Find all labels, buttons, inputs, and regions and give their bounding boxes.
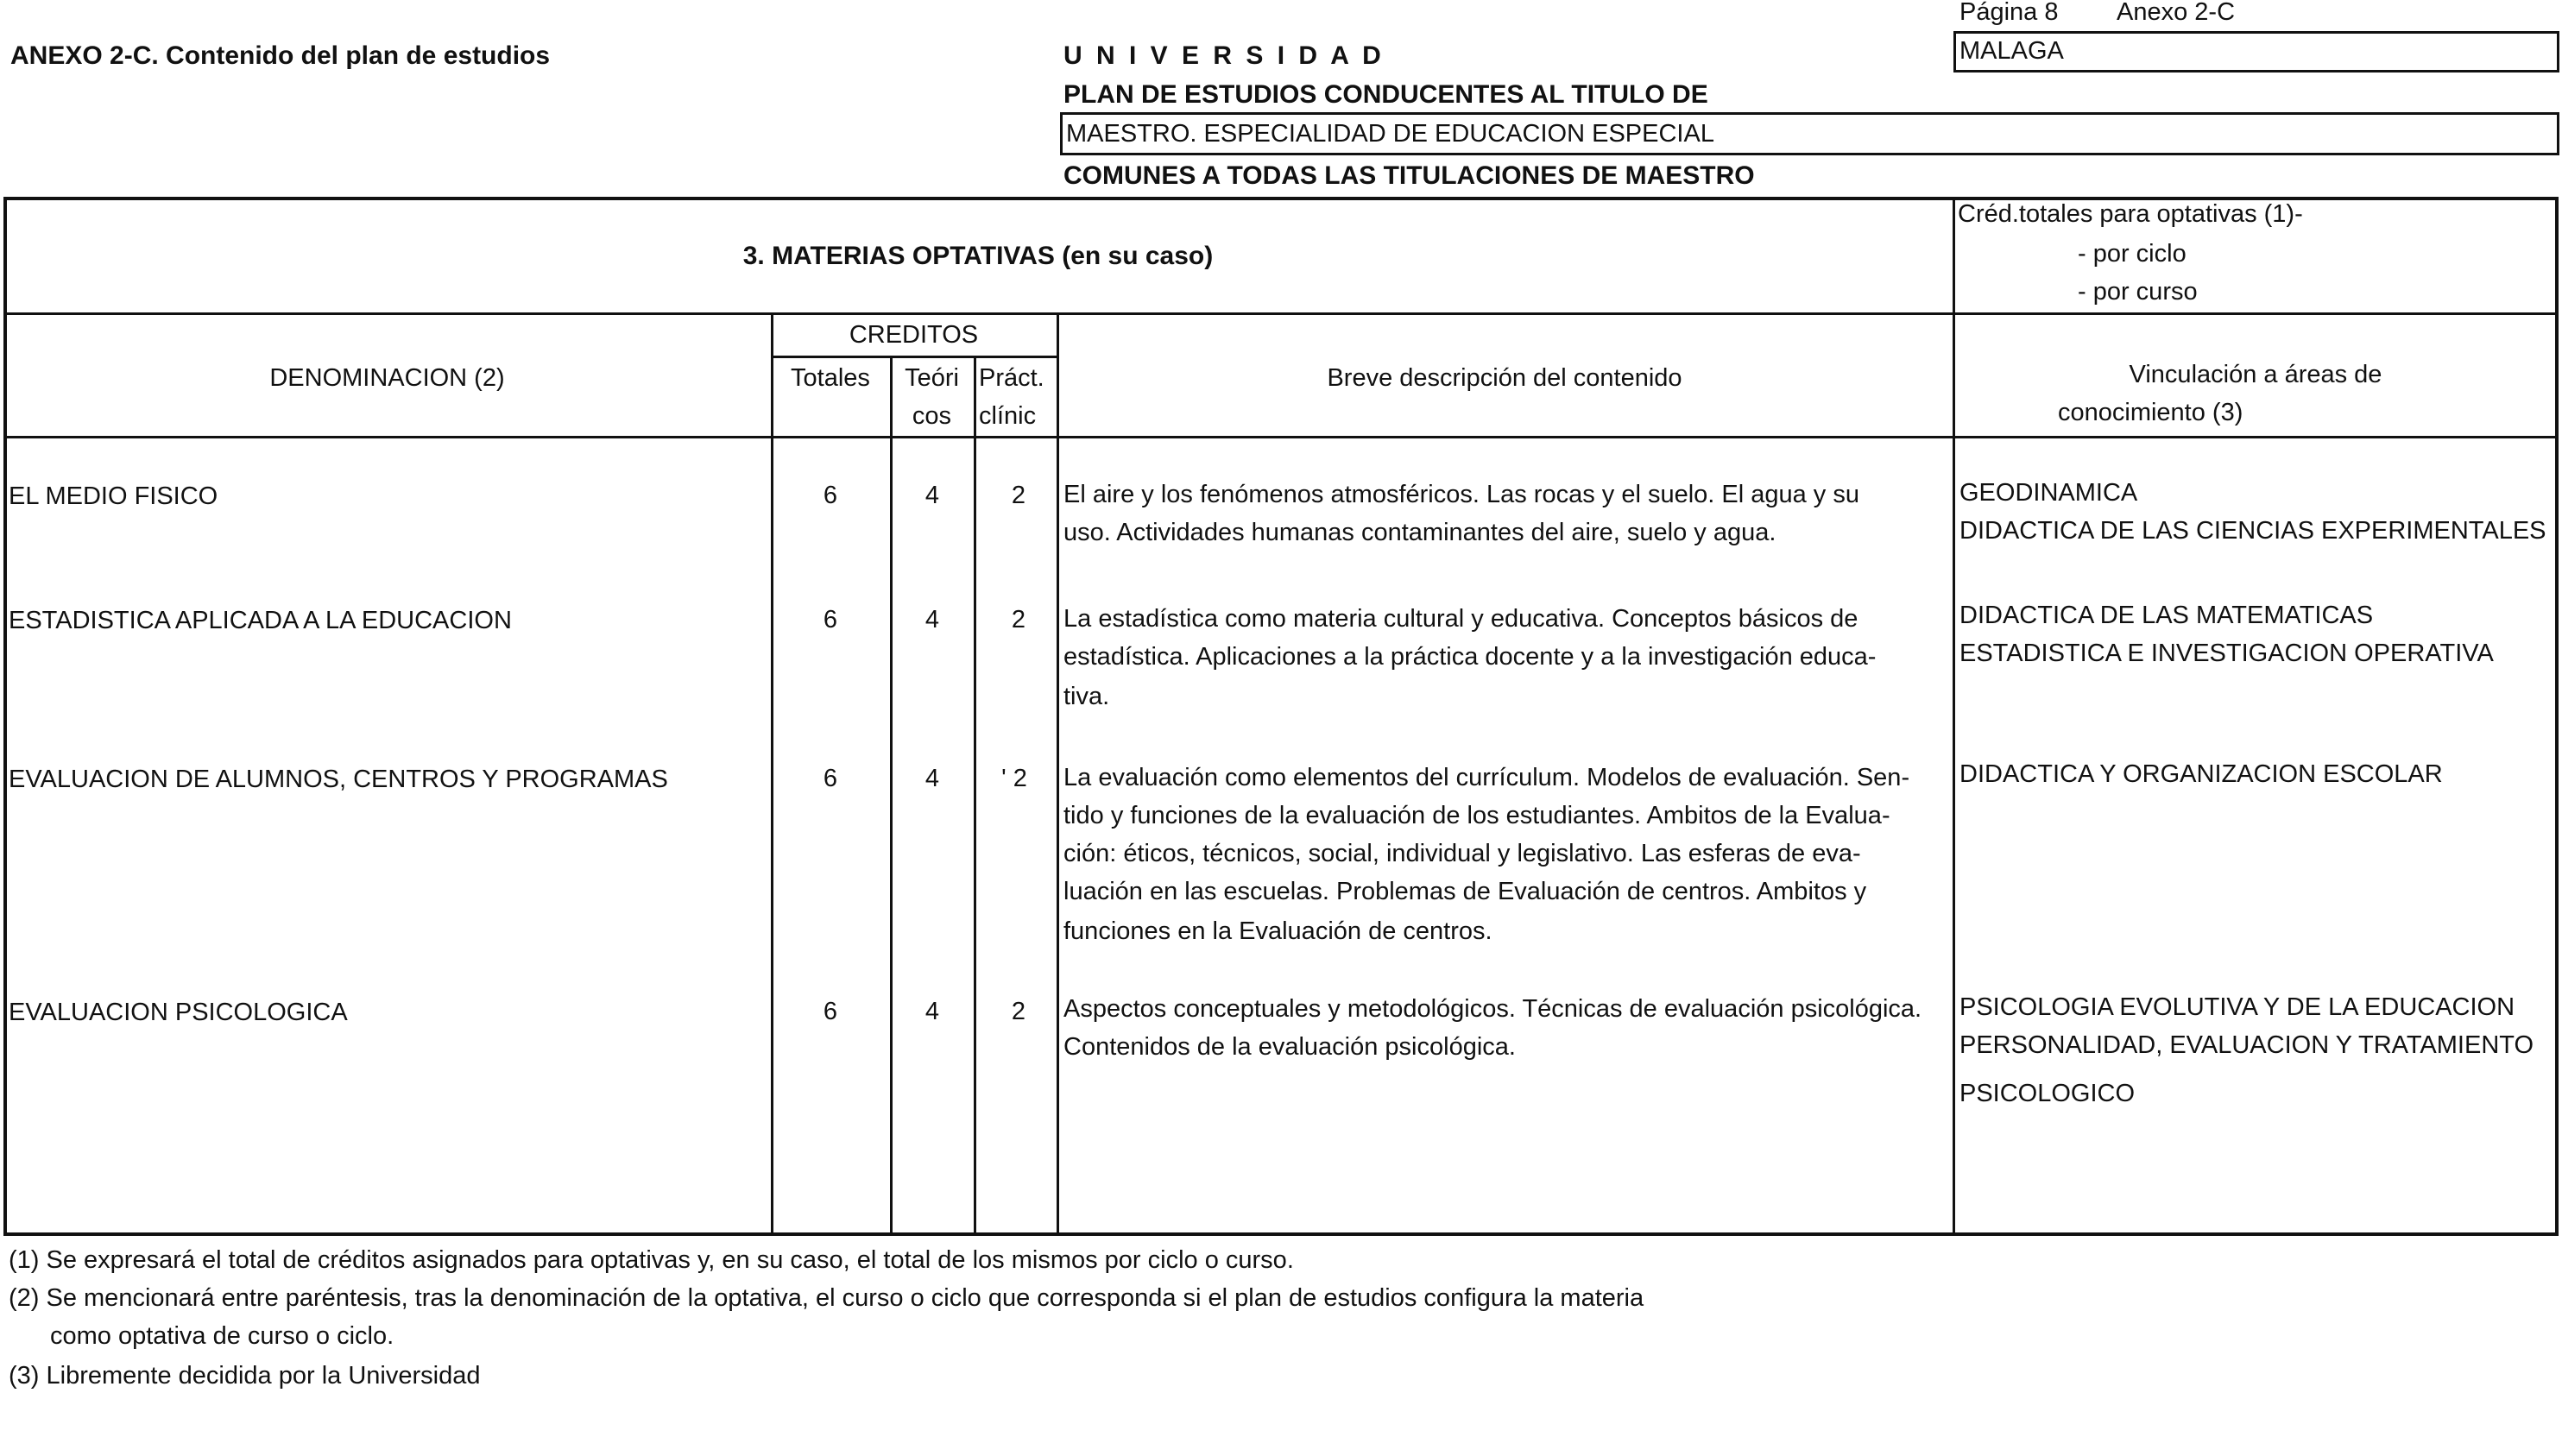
divider [1953,197,1955,1236]
university-label: U N I V E R S I D A D [1063,41,1385,70]
divider [3,436,2559,438]
table-row-practicos: 2 [1011,606,1026,633]
col-totales: Totales [791,364,870,392]
col-practicos-2: clínic [979,402,1037,430]
table-row-desc-line: ción: éticos, técnicos, social, individual y legislativo. Las esferas de eva- [1063,840,1861,867]
col-descripcion: Breve descripción del contenido [1327,364,1682,392]
university-value: MALAGA [1959,37,2064,65]
table-row-name: ESTADISTICA APLICADA A LA EDUCACION [9,607,512,634]
plan-label: PLAN DE ESTUDIOS CONDUCENTES AL TITULO DE [1063,80,1708,109]
col-vinculacion-1: Vinculación a áreas de [2129,361,2382,388]
table-row-practicos: 2 [1011,998,1026,1025]
plan-value: MAESTRO. ESPECIALIDAD DE EDUCACION ESPECIAL [1066,120,1714,148]
divider [890,356,893,1236]
table-row-totales: 6 [823,998,838,1025]
table-row-totales: 6 [823,482,838,509]
table-row-teoricos: 4 [924,998,940,1025]
col-denominacion: DENOMINACION (2) [269,364,505,392]
table-row-desc-line: El aire y los fenómenos atmosféricos. Las rocas y el suelo. El agua y su [1063,481,1859,508]
credits-box-line-1: Créd.totales para optativas (1)- [1958,200,2303,228]
table-row-desc-line: estadística. Aplicaciones a la práctica docente y a la investigación educa- [1063,643,1877,671]
table-row-practicos: ' 2 [1001,765,1027,792]
footnote-1: (1) Se expresará el total de créditos asignados para optativas y, en su caso, el total de los mismos por ciclo o curso. [9,1246,1294,1274]
credits-box-line-2: - por ciclo [2078,240,2187,268]
table-row-desc-line: La estadística como materia cultural y educativa. Conceptos básicos de [1063,605,1858,633]
footnote-3: (3) Libremente decidida por la Universidad [9,1362,481,1390]
divider [974,356,976,1236]
col-teoricos-2: cos [912,402,952,430]
table-row-area: DIDACTICA DE LAS CIENCIAS EXPERIMENTALES [1959,517,2546,545]
table-row-desc-line: La evaluación como elementos del currículum. Modelos de evaluación. Sen- [1063,764,1910,791]
annex-label: Anexo 2-C [2117,0,2236,26]
table-row-area: PERSONALIDAD, EVALUACION Y TRATAMIENTO [1959,1031,2534,1059]
table-row-area: DIDACTICA Y ORGANIZACION ESCOLAR [1959,760,2443,788]
table-row-area: PSICOLOGICO [1959,1080,2136,1107]
table-row-teoricos: 4 [924,606,940,633]
table-row-name: EVALUACION DE ALUMNOS, CENTROS Y PROGRAMAS [9,766,668,793]
table-row-teoricos: 4 [924,482,940,509]
plan-field [1060,112,2559,155]
table-row-area: PSICOLOGIA EVOLUTIVA Y DE LA EDUCACION [1959,993,2515,1021]
table-row-name: EL MEDIO FISICO [9,482,218,510]
table-row-desc-line: tiva. [1063,683,1110,710]
table-row-desc-line: luación en las escuelas. Problemas de Evaluación de centros. Ambitos y [1063,878,1867,905]
common-label: COMUNES A TODAS LAS TITULACIONES DE MAESTRO [1063,161,1755,190]
table-row-area: DIDACTICA DE LAS MATEMATICAS [1959,602,2374,629]
table-row-totales: 6 [823,765,838,792]
table-row-area: GEODINAMICA [1959,479,2138,507]
page-label: Página 8 [1959,0,2059,26]
table-row-teoricos: 4 [924,765,940,792]
university-field [1953,31,2559,72]
credits-box-line-3: - por curso [2078,278,2198,306]
divider [771,356,1057,358]
table-row-practicos: 2 [1011,482,1026,509]
table-row-desc-line: funciones en la Evaluación de centros. [1063,917,1492,945]
table-row-name: EVALUACION PSICOLOGICA [9,999,348,1026]
table-row-desc-line: uso. Actividades humanas contaminantes del aire, suelo y agua. [1063,519,1776,546]
table-row-desc-line: Contenidos de la evaluación psicológica. [1063,1033,1516,1061]
table-row-desc-line: Aspectos conceptuales y metodológicos. Técnicas de evaluación psicológica. [1063,995,1922,1023]
divider [3,312,2559,315]
footnote-2-cont: como optativa de curso o ciclo. [50,1322,394,1350]
col-teoricos-1: Teóri [905,364,959,392]
section-title: 3. MATERIAS OPTATIVAS (en su caso) [742,242,1214,270]
col-vinculacion-2: conocimiento (3) [2058,399,2243,426]
table-row-totales: 6 [823,606,838,633]
annex-title: ANEXO 2-C. Contenido del plan de estudios [10,41,551,70]
table-row-desc-line: tido y funciones de la evaluación de los estudiantes. Ambitos de la Evalua- [1063,802,1890,829]
col-practicos-1: Práct. [979,364,1044,392]
divider [1057,312,1059,1236]
footnote-2: (2) Se mencionará entre paréntesis, tras la denominación de la optativa, el curso o ciclo que corresponda si el plan de estudios configura la materia [9,1284,1644,1312]
col-creditos: CREDITOS [849,321,979,349]
main-table [3,197,2559,1236]
divider [771,312,773,1236]
table-row-area: ESTADISTICA E INVESTIGACION OPERATIVA [1959,640,2494,667]
